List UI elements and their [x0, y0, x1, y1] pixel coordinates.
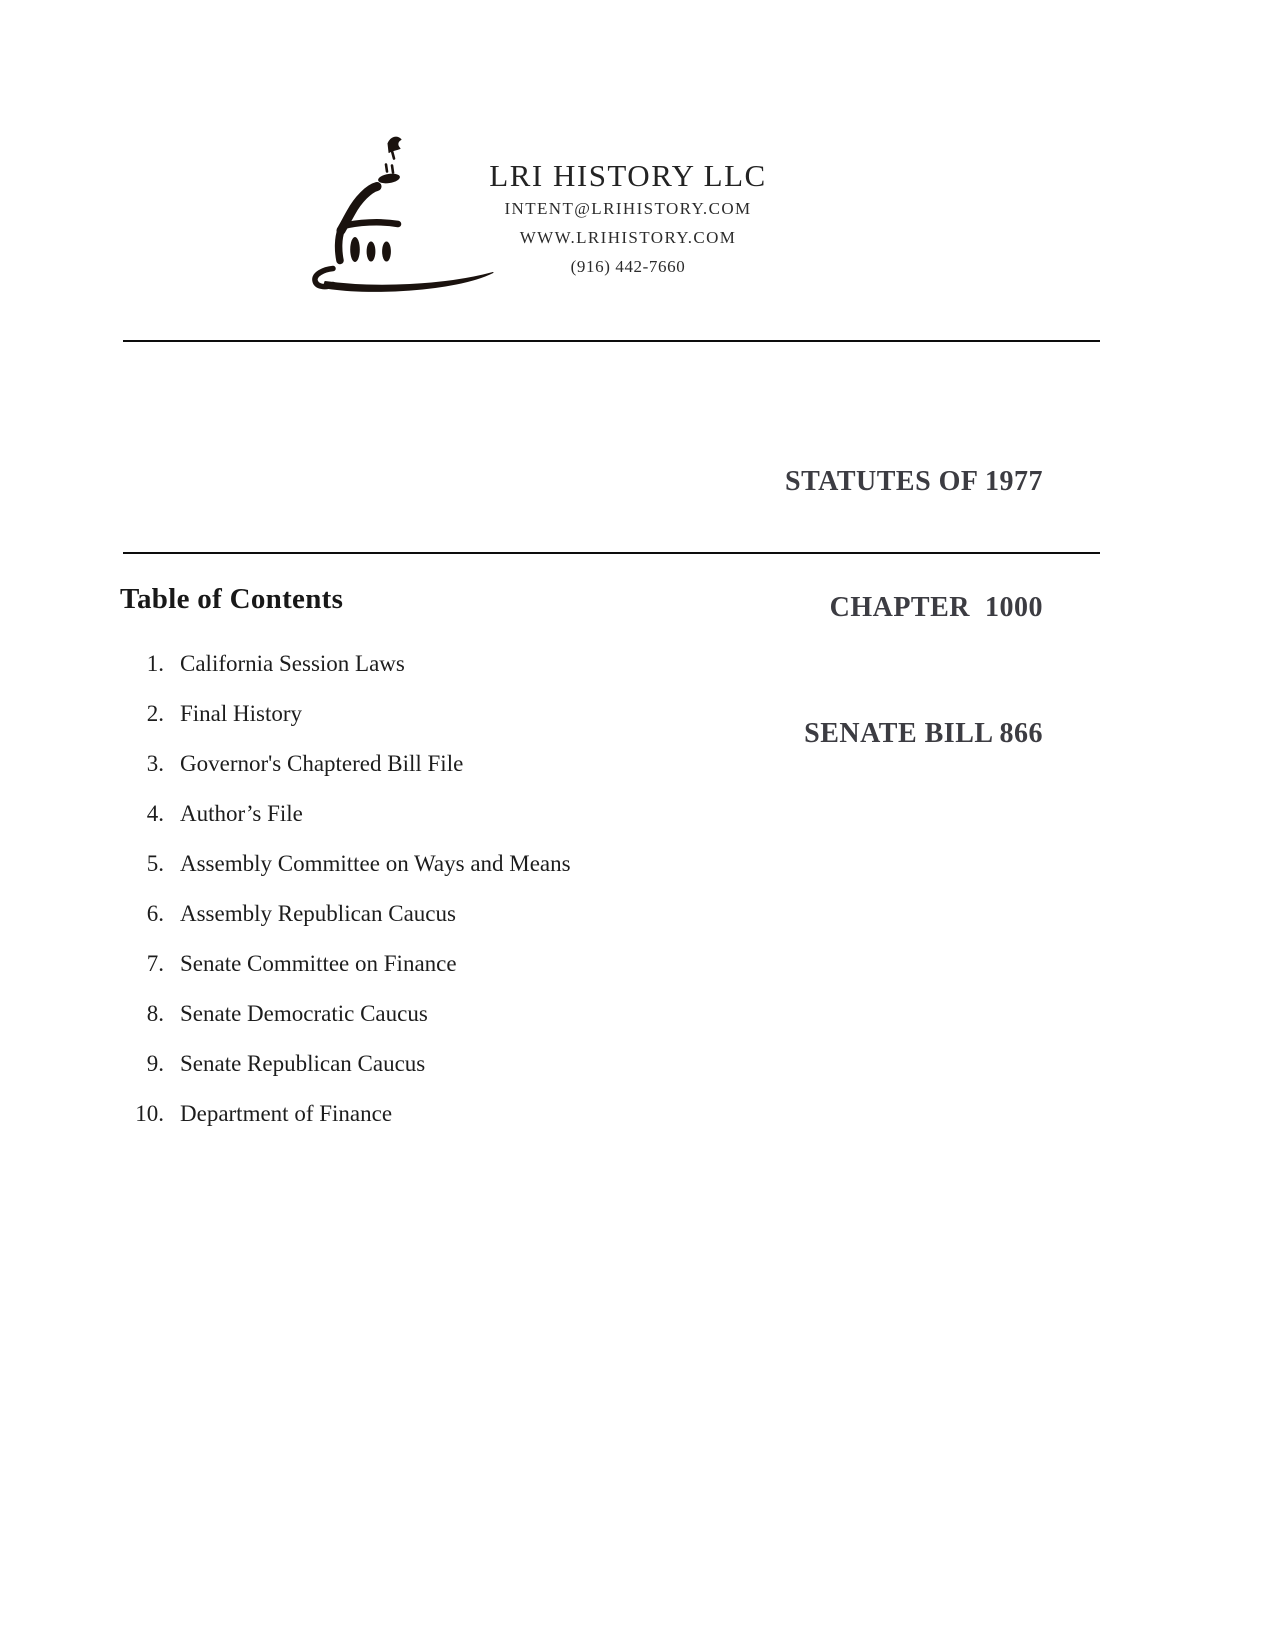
company-name: LRI HISTORY LLC: [489, 158, 767, 193]
divider-middle: [123, 552, 1100, 554]
toc-item: [100, 849, 900, 899]
toc-item: [100, 799, 900, 849]
divider-top: [123, 340, 1100, 342]
toc-item: [100, 699, 900, 749]
company-phone: (916) 442-7660: [570, 257, 686, 276]
chapter-line: CHAPTER 1000: [829, 592, 1043, 623]
toc-list: [100, 649, 900, 1149]
toc-item-label: Author’s File: [180, 801, 303, 826]
toc-item-label: Assembly Committee on Ways and Means: [180, 851, 571, 876]
toc-item: [100, 949, 900, 999]
toc-item: [100, 999, 900, 1049]
toc-item: [100, 899, 900, 949]
company-website: WWW.LRIHISTORY.COM: [519, 228, 737, 247]
senate-bill-line: SENATE BILL 866: [804, 718, 1043, 749]
toc-item-label: California Session Laws: [180, 651, 405, 676]
toc-item-number: 8.: [146, 1001, 164, 1026]
toc-item-number: 7.: [146, 951, 164, 976]
toc-item-label: Senate Democratic Caucus: [180, 1001, 428, 1026]
toc-item: [100, 1049, 900, 1099]
toc-item: [100, 1099, 900, 1149]
toc-item-number: 1.: [146, 651, 164, 676]
toc-item-label: Final History: [180, 701, 303, 726]
toc-item-number: 9.: [146, 1051, 164, 1076]
statutes-line: STATUTES OF 1977: [785, 466, 1043, 497]
toc-item-label: Department of Finance: [180, 1101, 393, 1126]
toc-item-number: 3.: [146, 751, 164, 776]
toc-item: [100, 749, 900, 799]
toc-item-label: Senate Committee on Finance: [180, 951, 457, 976]
toc-item-number: 4.: [146, 801, 164, 826]
toc-item-number: 6.: [146, 901, 164, 926]
toc-item: [100, 649, 900, 699]
toc-item-number: 5.: [146, 851, 164, 876]
company-email: INTENT@LRIHISTORY.COM: [504, 199, 752, 218]
toc-item-number: 10.: [135, 1101, 164, 1126]
letterhead: [378, 158, 878, 281]
toc-item-label: Governor's Chaptered Bill File: [180, 751, 464, 776]
toc-title: Table of Contents: [120, 583, 344, 615]
toc-item-label: Senate Republican Caucus: [180, 1051, 426, 1076]
toc-item-label: Assembly Republican Caucus: [180, 901, 456, 926]
toc-item-number: 2.: [146, 701, 164, 726]
